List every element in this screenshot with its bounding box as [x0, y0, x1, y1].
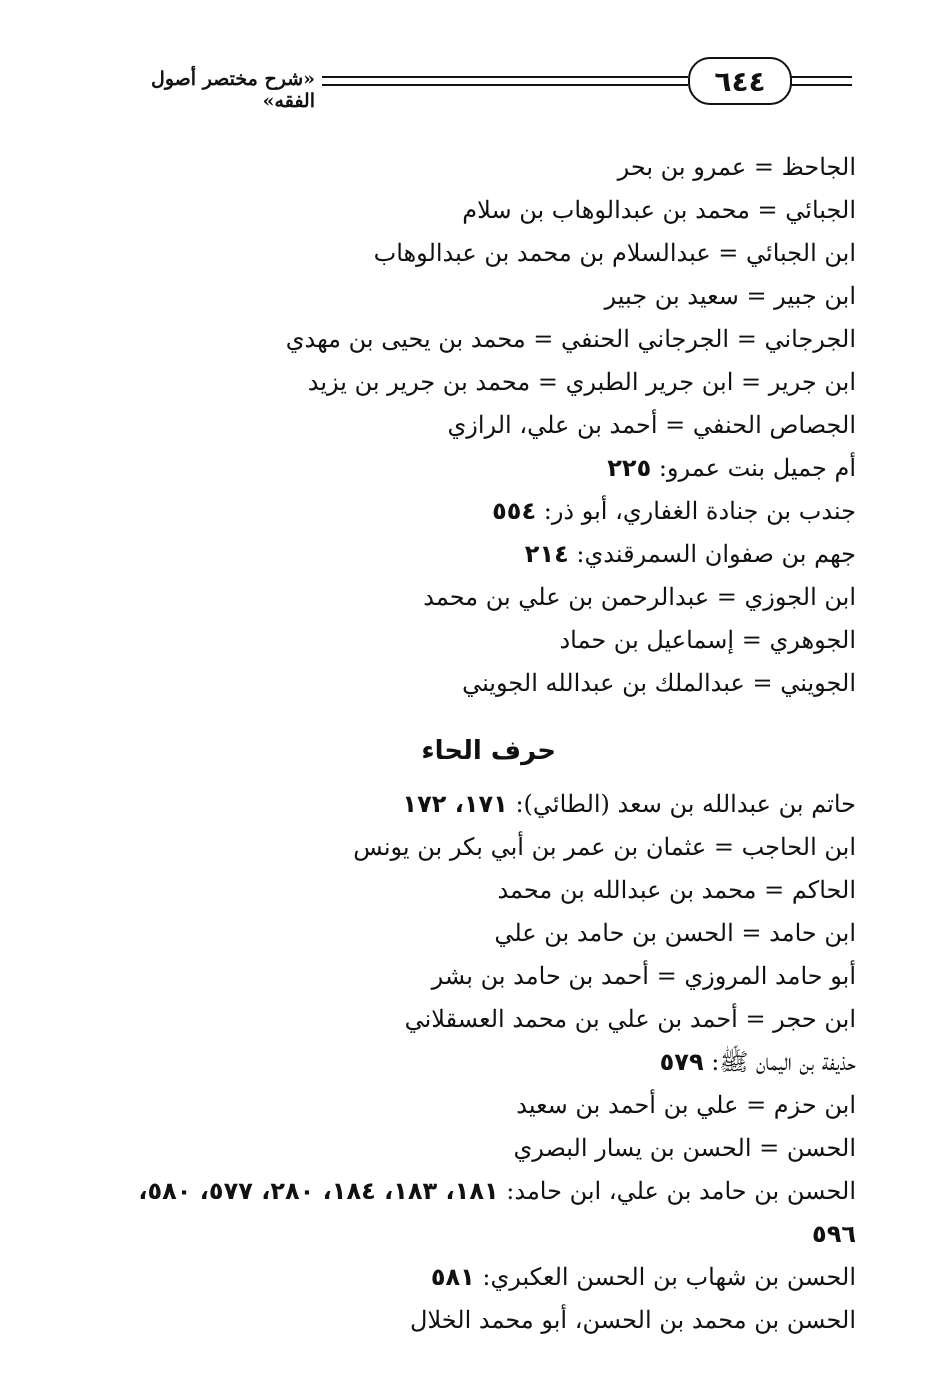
- entry-text: ابن حامد = الحسن بن حامد بن علي: [494, 919, 856, 947]
- index-entry: [105, 1170, 856, 1256]
- index-entry: [105, 232, 856, 275]
- entry-pages: ٥٧٩: [659, 1048, 704, 1076]
- index-entry: [105, 662, 856, 705]
- index-entry: [105, 576, 856, 619]
- entry-text: الحسن بن محمد بن الحسن، أبو محمد الخلال: [410, 1306, 856, 1334]
- index-entry: [105, 912, 856, 955]
- index-entry: [105, 1084, 856, 1127]
- index-entry: [105, 1256, 856, 1299]
- header-rule-right-top: [790, 76, 852, 78]
- index-entry: [105, 955, 856, 998]
- index-entry: [105, 869, 856, 912]
- index-entry: [105, 1299, 856, 1342]
- entry-text: حذيفة بن اليمان ﷺ:: [703, 1048, 856, 1076]
- page-number-badge: [688, 57, 792, 105]
- header-rule-left-top: [322, 76, 688, 78]
- entry-pages: ٥٥٤: [492, 497, 537, 525]
- entry-pages: ٥٨١: [430, 1263, 475, 1291]
- index-entry: [105, 619, 856, 662]
- entries-list-jeem: [105, 146, 856, 705]
- entry-text: الجصاص الحنفي = أحمد بن علي، الرازي: [447, 411, 856, 439]
- index-entry: [105, 998, 856, 1041]
- entry-text: ابن جرير = ابن جرير الطبري = محمد بن جرير بن يزيد: [307, 368, 856, 396]
- entry-pages: ١٨١، ١٨٣، ١٨٤، ٢٨٠، ٥٧٧، ٥٨٠، ٥٩٦: [138, 1177, 856, 1248]
- index-entry: [105, 1127, 856, 1170]
- entry-text: أم جميل بنت عمرو:: [651, 454, 856, 482]
- index-entry: [105, 1041, 856, 1084]
- index-content: [105, 146, 856, 1342]
- section-heading: حرف الحاء: [421, 736, 556, 766]
- entry-text: أبو حامد المروزي = أحمد بن حامد بن بشر: [431, 962, 856, 990]
- entry-text: ابن الجوزي = عبدالرحمن بن علي بن محمد: [423, 583, 856, 611]
- entry-text: جهم بن صفوان السمرقندي:: [568, 540, 856, 568]
- entry-pages: ٢١٤: [524, 540, 569, 568]
- index-entry: [105, 490, 856, 533]
- index-entry: [105, 783, 856, 826]
- entry-text: جندب بن جنادة الغفاري، أبو ذر:: [536, 497, 856, 525]
- index-entry: [105, 361, 856, 404]
- entry-text: ابن الجبائي = عبدالسلام بن محمد بن عبدالوهاب: [373, 239, 856, 267]
- entry-text: الجويني = عبدالملك بن عبدالله الجويني: [462, 669, 856, 697]
- entries-list-haa: [105, 783, 856, 1342]
- entry-text: الحسن بن شهاب بن الحسن العكبري:: [474, 1263, 856, 1291]
- entry-text: الجرجاني = الجرجاني الحنفي = محمد بن يحيى بن مهدي: [285, 325, 856, 353]
- header-rule-left-bottom: [322, 84, 688, 86]
- index-entry: [105, 275, 856, 318]
- index-entry: [105, 189, 856, 232]
- index-entry: [105, 826, 856, 869]
- entry-text: ابن جبير = سعيد بن جبير: [604, 282, 856, 310]
- entry-pages: ٢٢٥: [607, 454, 652, 482]
- entry-text: الحاكم = محمد بن عبدالله بن محمد: [497, 876, 856, 904]
- entry-text: ابن حجر = أحمد بن علي بن محمد العسقلاني: [404, 1005, 856, 1033]
- entry-text: الجاحظ = عمرو بن بحر: [617, 153, 856, 181]
- index-entry: [105, 404, 856, 447]
- entry-text: حاتم بن عبدالله بن سعد (الطائي):: [507, 790, 856, 818]
- entry-text: الحسن = الحسن بن يسار البصري: [513, 1134, 856, 1162]
- page-header: [0, 0, 951, 140]
- entry-text: الجوهري = إسماعيل بن حماد: [559, 626, 856, 654]
- entry-text: الحسن بن حامد بن علي، ابن حامد:: [498, 1177, 856, 1205]
- entry-text: ابن الحاجب = عثمان بن عمر بن أبي بكر بن يونس: [353, 833, 856, 861]
- entry-text: ابن حزم = علي بن أحمد بن سعيد: [516, 1091, 856, 1119]
- index-entry: [105, 533, 856, 576]
- index-entry: [105, 146, 856, 189]
- entry-pages: ١٧١، ١٧٢: [402, 790, 508, 818]
- index-entry: [105, 447, 856, 490]
- index-entry: [105, 318, 856, 361]
- book-title: «شرح مختصر أصول الفقه»: [151, 68, 315, 112]
- header-rule-right-bottom: [790, 84, 852, 86]
- page-number: ٦٤٤: [714, 64, 766, 98]
- entry-text: الجبائي = محمد بن عبدالوهاب بن سلام: [462, 196, 856, 224]
